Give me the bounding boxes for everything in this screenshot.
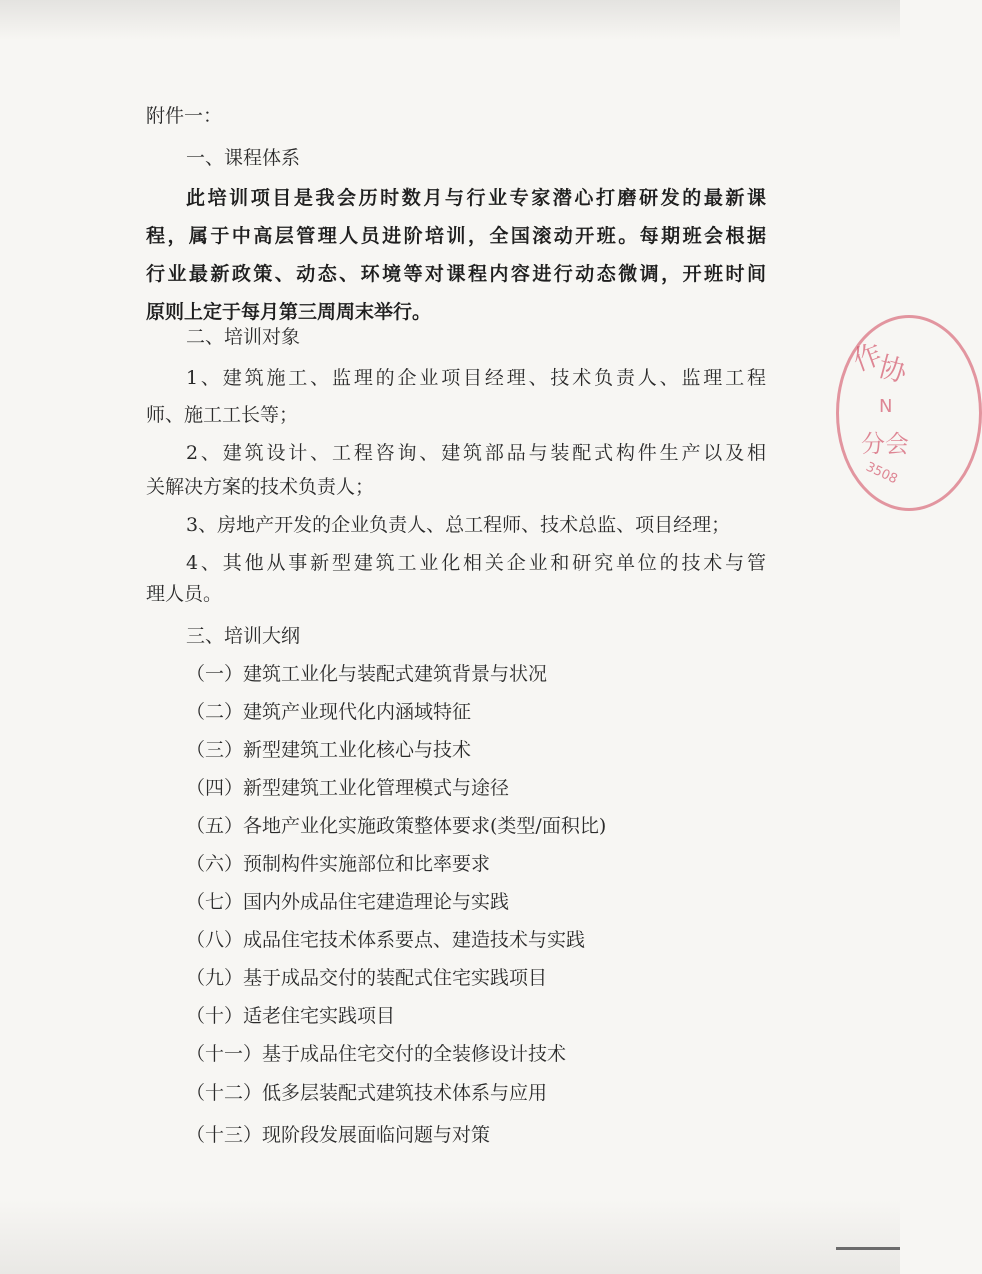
- seal-char: 协: [874, 349, 911, 390]
- seal-char: 分会: [861, 430, 909, 458]
- outline-item: （一）建筑工业化与装配式建筑背景与状况: [186, 663, 548, 685]
- outline-item: （十一）基于成品住宅交付的全装修设计技术: [186, 1043, 567, 1065]
- attachment-label: 附件一：: [146, 105, 223, 127]
- seal-char: 3508: [863, 459, 900, 488]
- outline-item: （十二）低多层装配式建筑技术体系与应用: [186, 1082, 548, 1104]
- outline-item: （四）新型建筑工业化管理模式与途径: [186, 777, 510, 799]
- outline-item: （七）国内外成品住宅建造理论与实践: [186, 891, 510, 913]
- audience-line: 1、建筑施工、监理的企业项目经理、技术负责人、监理工程: [186, 367, 766, 389]
- audience-line: 理人员。: [146, 583, 223, 605]
- course-paragraph-line: 行业最新政策、动态、环境等对课程内容进行动态微调，开班时间: [146, 263, 766, 285]
- audience-line: 3、房地产开发的企业负责人、总工程师、技术总监、项目经理；: [186, 514, 731, 536]
- audience-line: 师、施工工长等；: [146, 404, 299, 426]
- outline-item: （三）新型建筑工业化核心与技术: [186, 739, 472, 761]
- course-paragraph-line: 此培训项目是我会历时数月与行业专家潜心打磨研发的最新课: [186, 187, 766, 209]
- outline-item: （十三）现阶段发展面临问题与对策: [186, 1124, 491, 1146]
- seal-char: 作: [848, 337, 887, 378]
- seal-char: N: [879, 396, 893, 417]
- audience-line: 关解决方案的技术负责人；: [146, 476, 375, 498]
- red-seal-stamp: [836, 315, 982, 511]
- course-paragraph-line: 原则上定于每月第三周周末举行。: [146, 301, 432, 323]
- outline-item: （二）建筑产业现代化内涵域特征: [186, 701, 472, 723]
- course-paragraph-line: 程，属于中高层管理人员进阶培训，全国滚动开班。每期班会根据: [146, 225, 766, 247]
- outline-item: （八）成品住宅技术体系要点、建造技术与实践: [186, 929, 586, 951]
- audience-line: 4、其他从事新型建筑工业化相关企业和研究单位的技术与管: [186, 552, 766, 574]
- section-heading-course: 一、课程体系: [186, 147, 301, 169]
- outline-item: （十）适老住宅实践项目: [186, 1005, 396, 1027]
- outline-item: （五）各地产业化实施政策整体要求(类型/面积比): [186, 815, 607, 837]
- audience-line: 2、建筑设计、工程咨询、建筑部品与装配式构件生产以及相: [186, 442, 766, 464]
- section-heading-audience: 二、培训对象: [186, 326, 301, 348]
- outline-item: （六）预制构件实施部位和比率要求: [186, 853, 491, 875]
- section-heading-outline: 三、培训大纲: [186, 625, 301, 647]
- outline-item: （九）基于成品交付的装配式住宅实践项目: [186, 967, 548, 989]
